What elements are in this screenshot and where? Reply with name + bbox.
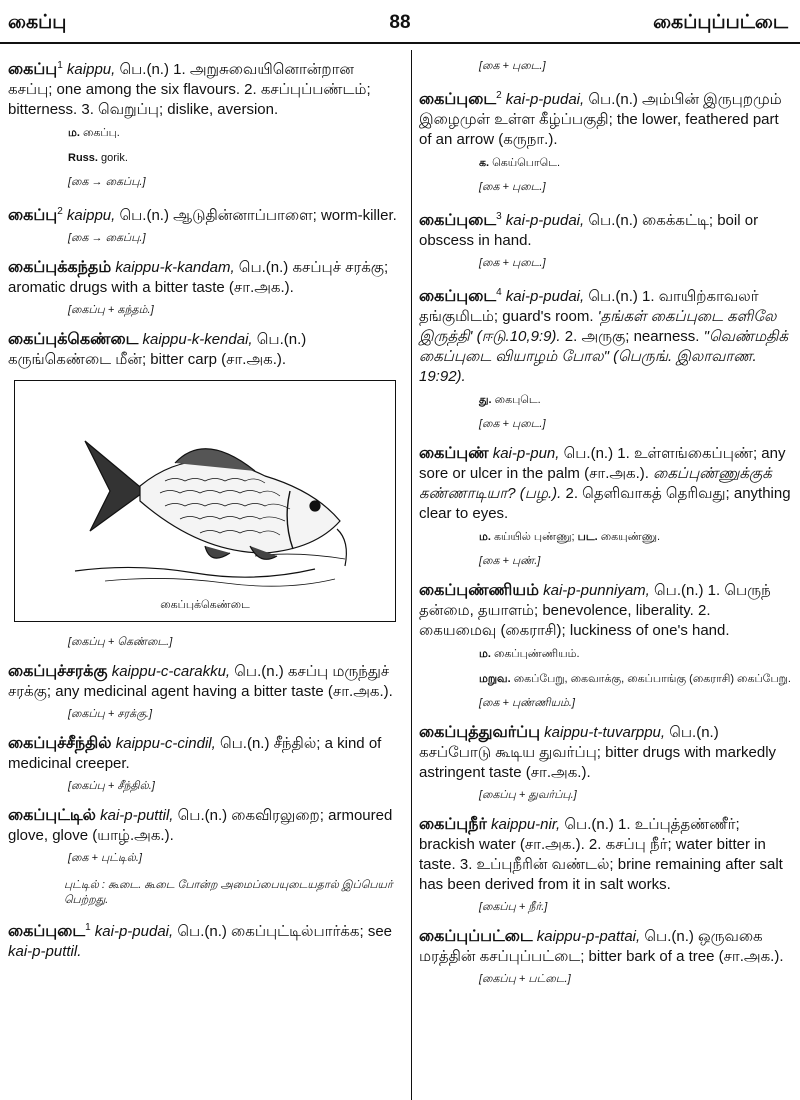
headword: கைப்புச்சீந்தில் xyxy=(8,735,112,752)
proverb: கைப்புண்ணுக்குக் கண்ணாடியா? (பழ.). xyxy=(419,465,772,502)
definition: பெ.(n.) கசப்போடு கூடிய துவர்ப்பு; bitter drugs with markedly astringent taste (சா.அக.). xyxy=(419,724,777,781)
headword: கைப்புப்பட்டை xyxy=(419,928,533,945)
quotation: "வெண்மதிக் கைப்புடை வியாழம் போல" xyxy=(419,328,789,365)
dictionary-entry xyxy=(8,662,400,702)
dictionary-entry xyxy=(419,283,791,387)
page-number: 88 xyxy=(389,12,411,33)
fish-illustration-frame xyxy=(14,380,396,622)
language-label: பட. xyxy=(577,531,598,543)
left-column xyxy=(8,56,400,968)
dictionary-entry xyxy=(419,927,791,967)
romanization: kaippu-k-kendai, xyxy=(142,331,253,348)
cognate-note xyxy=(68,151,400,166)
romanization: kaippu-nir, xyxy=(490,816,561,833)
etymology: [கைப்பு + பட்டை.] xyxy=(479,973,571,985)
romanization: kai-p-pudai, xyxy=(94,923,174,940)
definition: பெ.(n.) 1. உப்புத்தண்ணீர்; brackish water (சா.அக.). 2. கசப்பு நீர்; water bitter in taste. 3. உப்புநீரின் வண்டல்; brine remaining after salt has been derived from it in salt works. xyxy=(419,816,783,893)
etymology: [கைப்பு + துவர்ப்பு.] xyxy=(479,789,577,801)
quotation: 'தங்கள் கைப்புடை களிலே இருத்தி' xyxy=(419,308,777,345)
cognate-text: கைப்புண்ணியம். xyxy=(493,648,580,660)
headword: கைப்புக்கந்தம் xyxy=(8,259,112,276)
dictionary-entry xyxy=(8,56,400,120)
etymology: [கை + புட்டில்.] xyxy=(68,852,142,864)
cross-reference: kai-p-puttil. xyxy=(8,943,82,960)
romanization: kaippu-p-pattai, xyxy=(536,928,641,945)
cognate-text: கய்யில் புண்ணு; xyxy=(493,531,578,543)
romanization: kai-p-pudai, xyxy=(505,212,585,229)
cognate-text: கைபுடெ. xyxy=(494,394,541,406)
dictionary-entry xyxy=(8,330,400,370)
language-label: ம. xyxy=(479,648,491,660)
etymology: [கை → கைப்பு.] xyxy=(68,176,146,188)
romanization: kaippu-t-tuvarppu, xyxy=(544,724,666,741)
cognate-text: கெய்பொடெ. xyxy=(492,157,561,169)
etymology: [கை + புடை.] xyxy=(479,257,546,269)
definition: பெ.(n.) சீந்தில்; a kind of medicinal creeper. xyxy=(8,735,382,772)
romanization: kai-p-pudai, xyxy=(505,288,585,305)
language-label: Russ. xyxy=(68,152,98,164)
dictionary-entry xyxy=(8,258,400,298)
dictionary-entry xyxy=(419,86,791,150)
definition: பெ.(n.) அம்பின் இருபுறமும் இழைமுள் உள்ள கீழ்ப்பகுதி; the lower, feathered part of an arrow (கருநா.). xyxy=(419,91,782,148)
dictionary-entry xyxy=(8,202,400,226)
romanization: kaippu, xyxy=(66,61,116,78)
etymology: [கைப்பு + சரக்கு.] xyxy=(68,708,153,720)
cognate-note xyxy=(479,530,791,545)
romanization: kai-p-pun, xyxy=(492,445,560,462)
headword: கைப்புடை xyxy=(8,923,86,940)
synonym-label: மறுவ. xyxy=(479,673,511,685)
explanatory-note: புட்டில் : கூடை. கூடை போன்ற அமைப்பையுடையதால் இப்பெயர் பெற்றது. xyxy=(64,879,393,906)
language-label: ம. xyxy=(479,531,491,543)
homonym-number: 2 xyxy=(496,90,502,101)
etymology: [கை + புடை.] xyxy=(479,418,546,430)
definition: பெ.(n.) 1. பெருந் தன்மை, தயாளம்; benevolence, liberality. 2. கையமைவு (கைராசி); luckiness of one's hand. xyxy=(419,582,771,639)
cognate-text: கைப்பு. xyxy=(82,127,120,139)
figure-caption: கைப்புக்கெண்டை xyxy=(160,599,250,611)
cognate-note xyxy=(479,647,791,662)
headword: கைப்பு xyxy=(8,207,58,224)
homonym-number: 4 xyxy=(496,287,502,298)
homonym-number: 1 xyxy=(85,922,91,933)
headword: கைப்புடை xyxy=(419,212,497,229)
definition: பெ.(n.) ஆடுதின்னாப்பாளை; worm-killer. xyxy=(115,207,397,224)
definition: பெ.(n.) 1. அறுசுவையினொன்றான கசப்பு; one among the six flavours. 2. கசப்புப்பண்டம்; bitterness. 3. வெறுப்பு; dislike, aversion. xyxy=(8,61,371,118)
definition: பெ.(n.) கைப்புட்டில்பார்க்க; see xyxy=(173,923,393,940)
romanization: kaippu-c-carakku, xyxy=(111,663,231,680)
cognate-note xyxy=(479,156,791,171)
definition: 2. தெளிவாகத் தெரிவது; anything clear to eyes. xyxy=(419,485,791,522)
cognate-text: கையுண்ணு. xyxy=(600,531,661,543)
etymology: [கைப்பு + கந்தம்.] xyxy=(68,304,154,316)
dictionary-entry xyxy=(8,734,400,774)
etymology: [கை + புடை.] xyxy=(479,60,546,72)
dictionary-entry xyxy=(419,581,791,641)
synonym-note xyxy=(479,672,791,687)
dictionary-entry xyxy=(419,723,791,783)
citation: (ஈடு.10,9:9). xyxy=(472,328,565,345)
language-label: து. xyxy=(479,394,492,406)
etymology: [கைப்பு + நீர்.] xyxy=(479,901,548,913)
homonym-number: 3 xyxy=(496,211,502,222)
right-column xyxy=(419,56,791,999)
etymology: [கைப்பு + சீந்தில்.] xyxy=(68,780,155,792)
etymology: [கை + புண்ணியம்.] xyxy=(479,697,575,709)
dictionary-entry xyxy=(8,918,400,962)
headword: கைப்புத்துவர்ப்பு xyxy=(419,724,540,741)
language-label: க. xyxy=(479,157,490,169)
romanization: kai-p-puttil, xyxy=(100,807,174,824)
headword: கைப்புச்சரக்கு xyxy=(8,663,108,680)
etymology: [கை + புடை.] xyxy=(479,181,546,193)
definition: பெ.(n.) ஒருவகை மரத்தின் கசப்புப்பட்டை; bitter bark of a tree (சா.அக.). xyxy=(419,928,784,965)
header-rule xyxy=(0,42,800,44)
page-header xyxy=(0,0,800,40)
romanization: kaippu, xyxy=(66,207,116,224)
synonym-text: கைப்பேறு, கைவாக்கு, கைப்பாங்கு (கைராசி) கைப்பேறு. xyxy=(513,673,791,685)
definition: பெ.(n.) 1. வாயிற்காவலர் தங்குமிடம்; guard's room. xyxy=(419,288,759,325)
dictionary-entry xyxy=(419,444,791,524)
running-head-right: கைப்புப்பட்டை xyxy=(653,12,788,33)
dictionary-entry xyxy=(419,815,791,895)
citation: (பெருங். இலாவாண. 19:92). xyxy=(419,348,757,385)
definition: பெ.(n.) 1. உள்ளங்கைப்புண்; any sore or ulcer in the palm (சா.அக.). xyxy=(419,445,786,482)
romanization: kaippu-c-cindil, xyxy=(115,735,216,752)
cognate-note xyxy=(479,393,791,408)
dictionary-entry xyxy=(8,806,400,846)
headword: கைப்புண்ணியம் xyxy=(419,582,539,599)
definition: பெ.(n.) கைக்கட்டி; boil or obscess in hand. xyxy=(419,212,759,249)
definition: 2. அருகு; nearness. xyxy=(564,328,704,345)
fish-illustration xyxy=(15,381,395,621)
headword: கைப்புடை xyxy=(419,288,497,305)
romanization: kai-p-pudai, xyxy=(505,91,585,108)
headword: கைப்புட்டில் xyxy=(8,807,96,824)
headword: கைப்புநீர் xyxy=(419,816,487,833)
headword: கைப்பு xyxy=(8,61,58,78)
running-head-left: கைப்பு xyxy=(8,12,67,33)
definition: பெ.(n.) கசப்புச் சரக்கு; aromatic drugs with a bitter taste (சா.அக.). xyxy=(8,259,389,296)
romanization: kai-p-punniyam, xyxy=(543,582,650,599)
column-divider xyxy=(411,50,412,1100)
dictionary-entry xyxy=(419,207,791,251)
romanization: kaippu-k-kandam, xyxy=(115,259,235,276)
definition: பெ.(n.) கசப்பு மருந்துச் சரக்கு; any medicinal agent having a bitter taste (சா.அக.). xyxy=(8,663,393,700)
homonym-number: 1 xyxy=(57,60,63,71)
homonym-number: 2 xyxy=(57,206,63,217)
headword: கைப்புடை xyxy=(419,91,497,108)
definition: பெ.(n.) கருங்கெண்டை மீன்; bitter carp (சா.அக.). xyxy=(8,331,307,368)
etymology: [கை + புண்.] xyxy=(479,555,541,567)
cognate-note xyxy=(68,126,400,141)
headword: கைப்புண் xyxy=(419,445,489,462)
headword: கைப்புக்கெண்டை xyxy=(8,331,139,348)
definition: பெ.(n.) கைவிரலுறை; armoured glove, glove (யாழ்.அக.). xyxy=(8,807,393,844)
language-label: ம. xyxy=(68,127,80,139)
etymology: [கை → கைப்பு.] xyxy=(68,232,146,244)
cognate-text: gorik. xyxy=(101,152,128,164)
etymology: [கைப்பு + கெண்டை.] xyxy=(68,636,173,648)
